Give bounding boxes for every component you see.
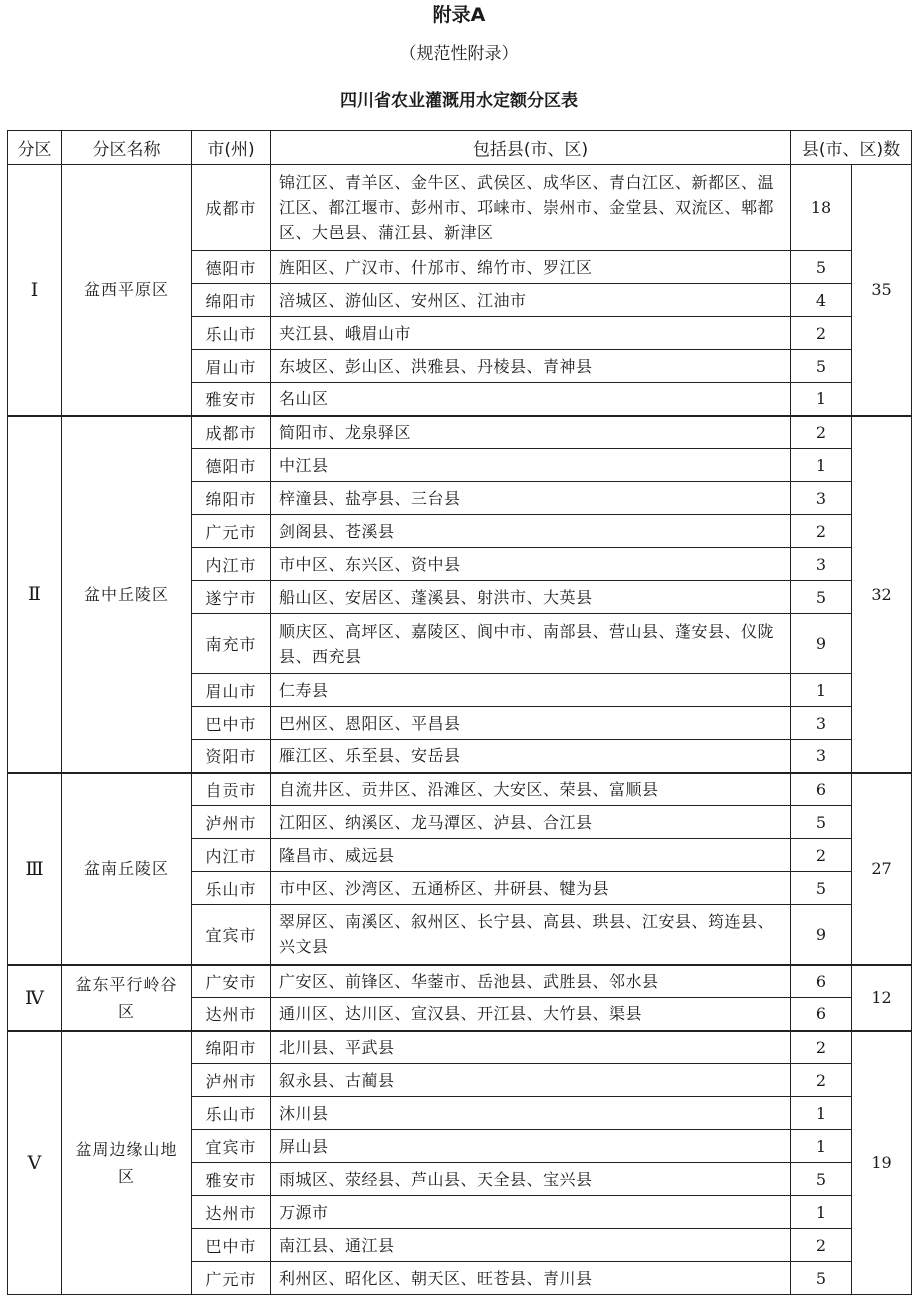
city-cell: 绵阳市 — [192, 1031, 271, 1064]
counties-cell: 梓潼县、盐亭县、三台县 — [271, 482, 791, 515]
zone-name-cell: 盆南丘陵区 — [62, 773, 192, 965]
county-count-cell: 5 — [791, 1163, 852, 1196]
city-cell: 雅安市 — [192, 1163, 271, 1196]
city-cell: 南充市 — [192, 614, 271, 674]
zone-name-cell: 盆周边缘山地区 — [62, 1031, 192, 1295]
city-cell: 德阳市 — [192, 449, 271, 482]
county-count-cell: 1 — [791, 1097, 852, 1130]
table-row — [8, 773, 912, 806]
counties-cell: 市中区、东兴区、资中县 — [271, 548, 791, 581]
zone-name-cell: 盆西平原区 — [62, 165, 192, 416]
zone-cell: Ⅲ — [8, 773, 62, 965]
counties-cell: 沐川县 — [271, 1097, 791, 1130]
counties-cell: 锦江区、青羊区、金牛区、武侯区、成华区、青白江区、新都区、温江区、都江堰市、彭州市、邛崃市、崇州市、金堂县、双流区、郫都区、大邑县、蒲江县、新津区 — [271, 165, 791, 251]
table-row — [8, 416, 912, 449]
city-cell: 内江市 — [192, 839, 271, 872]
city-cell: 眉山市 — [192, 674, 271, 707]
zone-name-cell: 盆中丘陵区 — [62, 416, 192, 773]
counties-cell: 雨城区、荥经县、芦山县、天全县、宝兴县 — [271, 1163, 791, 1196]
counties-cell: 广安区、前锋区、华蓥市、岳池县、武胜县、邻水县 — [271, 965, 791, 998]
county-count-cell: 18 — [791, 165, 852, 251]
zone-name-cell: 盆东平行岭谷区 — [62, 965, 192, 1031]
city-cell: 成都市 — [192, 416, 271, 449]
city-cell: 德阳市 — [192, 251, 271, 284]
zone-cell: Ⅱ — [8, 416, 62, 773]
counties-cell: 名山区 — [271, 383, 791, 416]
city-cell: 乐山市 — [192, 1097, 271, 1130]
zone-total-cell: 12 — [852, 965, 912, 1031]
counties-cell: 中江县 — [271, 449, 791, 482]
city-cell: 泸州市 — [192, 806, 271, 839]
table-body — [8, 165, 912, 1295]
zone-total-cell: 32 — [852, 416, 912, 773]
city-cell: 绵阳市 — [192, 284, 271, 317]
counties-cell: 夹江县、峨眉山市 — [271, 317, 791, 350]
city-cell: 泸州市 — [192, 1064, 271, 1097]
col-header-count: 县(市、区)数 — [791, 131, 912, 165]
county-count-cell: 5 — [791, 806, 852, 839]
county-count-cell: 3 — [791, 548, 852, 581]
table-header-row — [8, 131, 912, 165]
county-count-cell: 2 — [791, 317, 852, 350]
county-count-cell: 2 — [791, 1064, 852, 1097]
city-cell: 眉山市 — [192, 350, 271, 383]
counties-cell: 涪城区、游仙区、安州区、江油市 — [271, 284, 791, 317]
col-header-counties: 包括县(市、区) — [271, 131, 791, 165]
counties-cell: 北川县、平武县 — [271, 1031, 791, 1064]
county-count-cell: 5 — [791, 350, 852, 383]
city-cell: 自贡市 — [192, 773, 271, 806]
counties-cell: 剑阁县、苍溪县 — [271, 515, 791, 548]
counties-cell: 叙永县、古蔺县 — [271, 1064, 791, 1097]
zone-cell: Ⅰ — [8, 165, 62, 416]
counties-cell: 仁寿县 — [271, 674, 791, 707]
city-cell: 遂宁市 — [192, 581, 271, 614]
table-title: 四川省农业灌溉用水定额分区表 — [340, 91, 578, 111]
city-cell: 宜宾市 — [192, 1130, 271, 1163]
city-cell: 广元市 — [192, 515, 271, 548]
city-cell: 资阳市 — [192, 740, 271, 773]
col-header-zone: 分区 — [8, 131, 62, 165]
zone-total-cell: 27 — [852, 773, 912, 965]
counties-cell: 利州区、昭化区、朝天区、旺苍县、青川县 — [271, 1262, 791, 1295]
county-count-cell: 5 — [791, 251, 852, 284]
counties-cell: 屏山县 — [271, 1130, 791, 1163]
counties-cell: 万源市 — [271, 1196, 791, 1229]
counties-cell: 隆昌市、威远县 — [271, 839, 791, 872]
zone-cell: Ⅳ — [8, 965, 62, 1031]
county-count-cell: 1 — [791, 1130, 852, 1163]
appendix-title: 附录A — [432, 4, 486, 26]
counties-cell: 雁江区、乐至县、安岳县 — [271, 740, 791, 773]
county-count-cell: 3 — [791, 707, 852, 740]
counties-cell: 旌阳区、广汉市、什邡市、绵竹市、罗江区 — [271, 251, 791, 284]
counties-cell: 顺庆区、高坪区、嘉陵区、阆中市、南部县、营山县、蓬安县、仪陇县、西充县 — [271, 614, 791, 674]
county-count-cell: 5 — [791, 872, 852, 905]
counties-cell: 市中区、沙湾区、五通桥区、井研县、犍为县 — [271, 872, 791, 905]
zoning-table — [7, 130, 912, 1295]
city-cell: 广安市 — [192, 965, 271, 998]
city-cell: 绵阳市 — [192, 482, 271, 515]
counties-cell: 南江县、通江县 — [271, 1229, 791, 1262]
city-cell: 乐山市 — [192, 872, 271, 905]
county-count-cell: 3 — [791, 482, 852, 515]
counties-cell: 江阳区、纳溪区、龙马潭区、泸县、合江县 — [271, 806, 791, 839]
counties-cell: 东坡区、彭山区、洪雅县、丹棱县、青神县 — [271, 350, 791, 383]
county-count-cell: 2 — [791, 839, 852, 872]
city-cell: 广元市 — [192, 1262, 271, 1295]
county-count-cell: 6 — [791, 998, 852, 1031]
city-cell: 乐山市 — [192, 317, 271, 350]
zone-total-cell: 35 — [852, 165, 912, 416]
county-count-cell: 1 — [791, 383, 852, 416]
city-cell: 达州市 — [192, 1196, 271, 1229]
city-cell: 宜宾市 — [192, 905, 271, 965]
appendix-note: （规范性附录） — [399, 44, 519, 64]
city-cell: 巴中市 — [192, 1229, 271, 1262]
county-count-cell: 9 — [791, 614, 852, 674]
counties-cell: 船山区、安居区、蓬溪县、射洪市、大英县 — [271, 581, 791, 614]
county-count-cell: 5 — [791, 1262, 852, 1295]
col-header-city: 市(州) — [192, 131, 271, 165]
zone-cell: Ⅴ — [8, 1031, 62, 1295]
county-count-cell: 6 — [791, 773, 852, 806]
city-cell: 内江市 — [192, 548, 271, 581]
city-cell: 巴中市 — [192, 707, 271, 740]
city-cell: 达州市 — [192, 998, 271, 1031]
county-count-cell: 4 — [791, 284, 852, 317]
counties-cell: 巴州区、恩阳区、平昌县 — [271, 707, 791, 740]
table-row — [8, 1031, 912, 1064]
counties-cell: 通川区、达川区、宣汉县、开江县、大竹县、渠县 — [271, 998, 791, 1031]
county-count-cell: 2 — [791, 416, 852, 449]
counties-cell: 自流井区、贡井区、沿滩区、大安区、荣县、富顺县 — [271, 773, 791, 806]
county-count-cell: 3 — [791, 740, 852, 773]
county-count-cell: 1 — [791, 674, 852, 707]
county-count-cell: 1 — [791, 449, 852, 482]
city-cell: 雅安市 — [192, 383, 271, 416]
city-cell: 成都市 — [192, 165, 271, 251]
counties-cell: 简阳市、龙泉驿区 — [271, 416, 791, 449]
county-count-cell: 2 — [791, 1229, 852, 1262]
county-count-cell: 1 — [791, 1196, 852, 1229]
table-row — [8, 965, 912, 998]
zone-total-cell: 19 — [852, 1031, 912, 1295]
counties-cell: 翠屏区、南溪区、叙州区、长宁县、高县、珙县、江安县、筠连县、兴文县 — [271, 905, 791, 965]
county-count-cell: 2 — [791, 515, 852, 548]
county-count-cell: 5 — [791, 581, 852, 614]
county-count-cell: 9 — [791, 905, 852, 965]
table-row — [8, 165, 912, 251]
county-count-cell: 6 — [791, 965, 852, 998]
col-header-zone-name: 分区名称 — [62, 131, 192, 165]
county-count-cell: 2 — [791, 1031, 852, 1064]
